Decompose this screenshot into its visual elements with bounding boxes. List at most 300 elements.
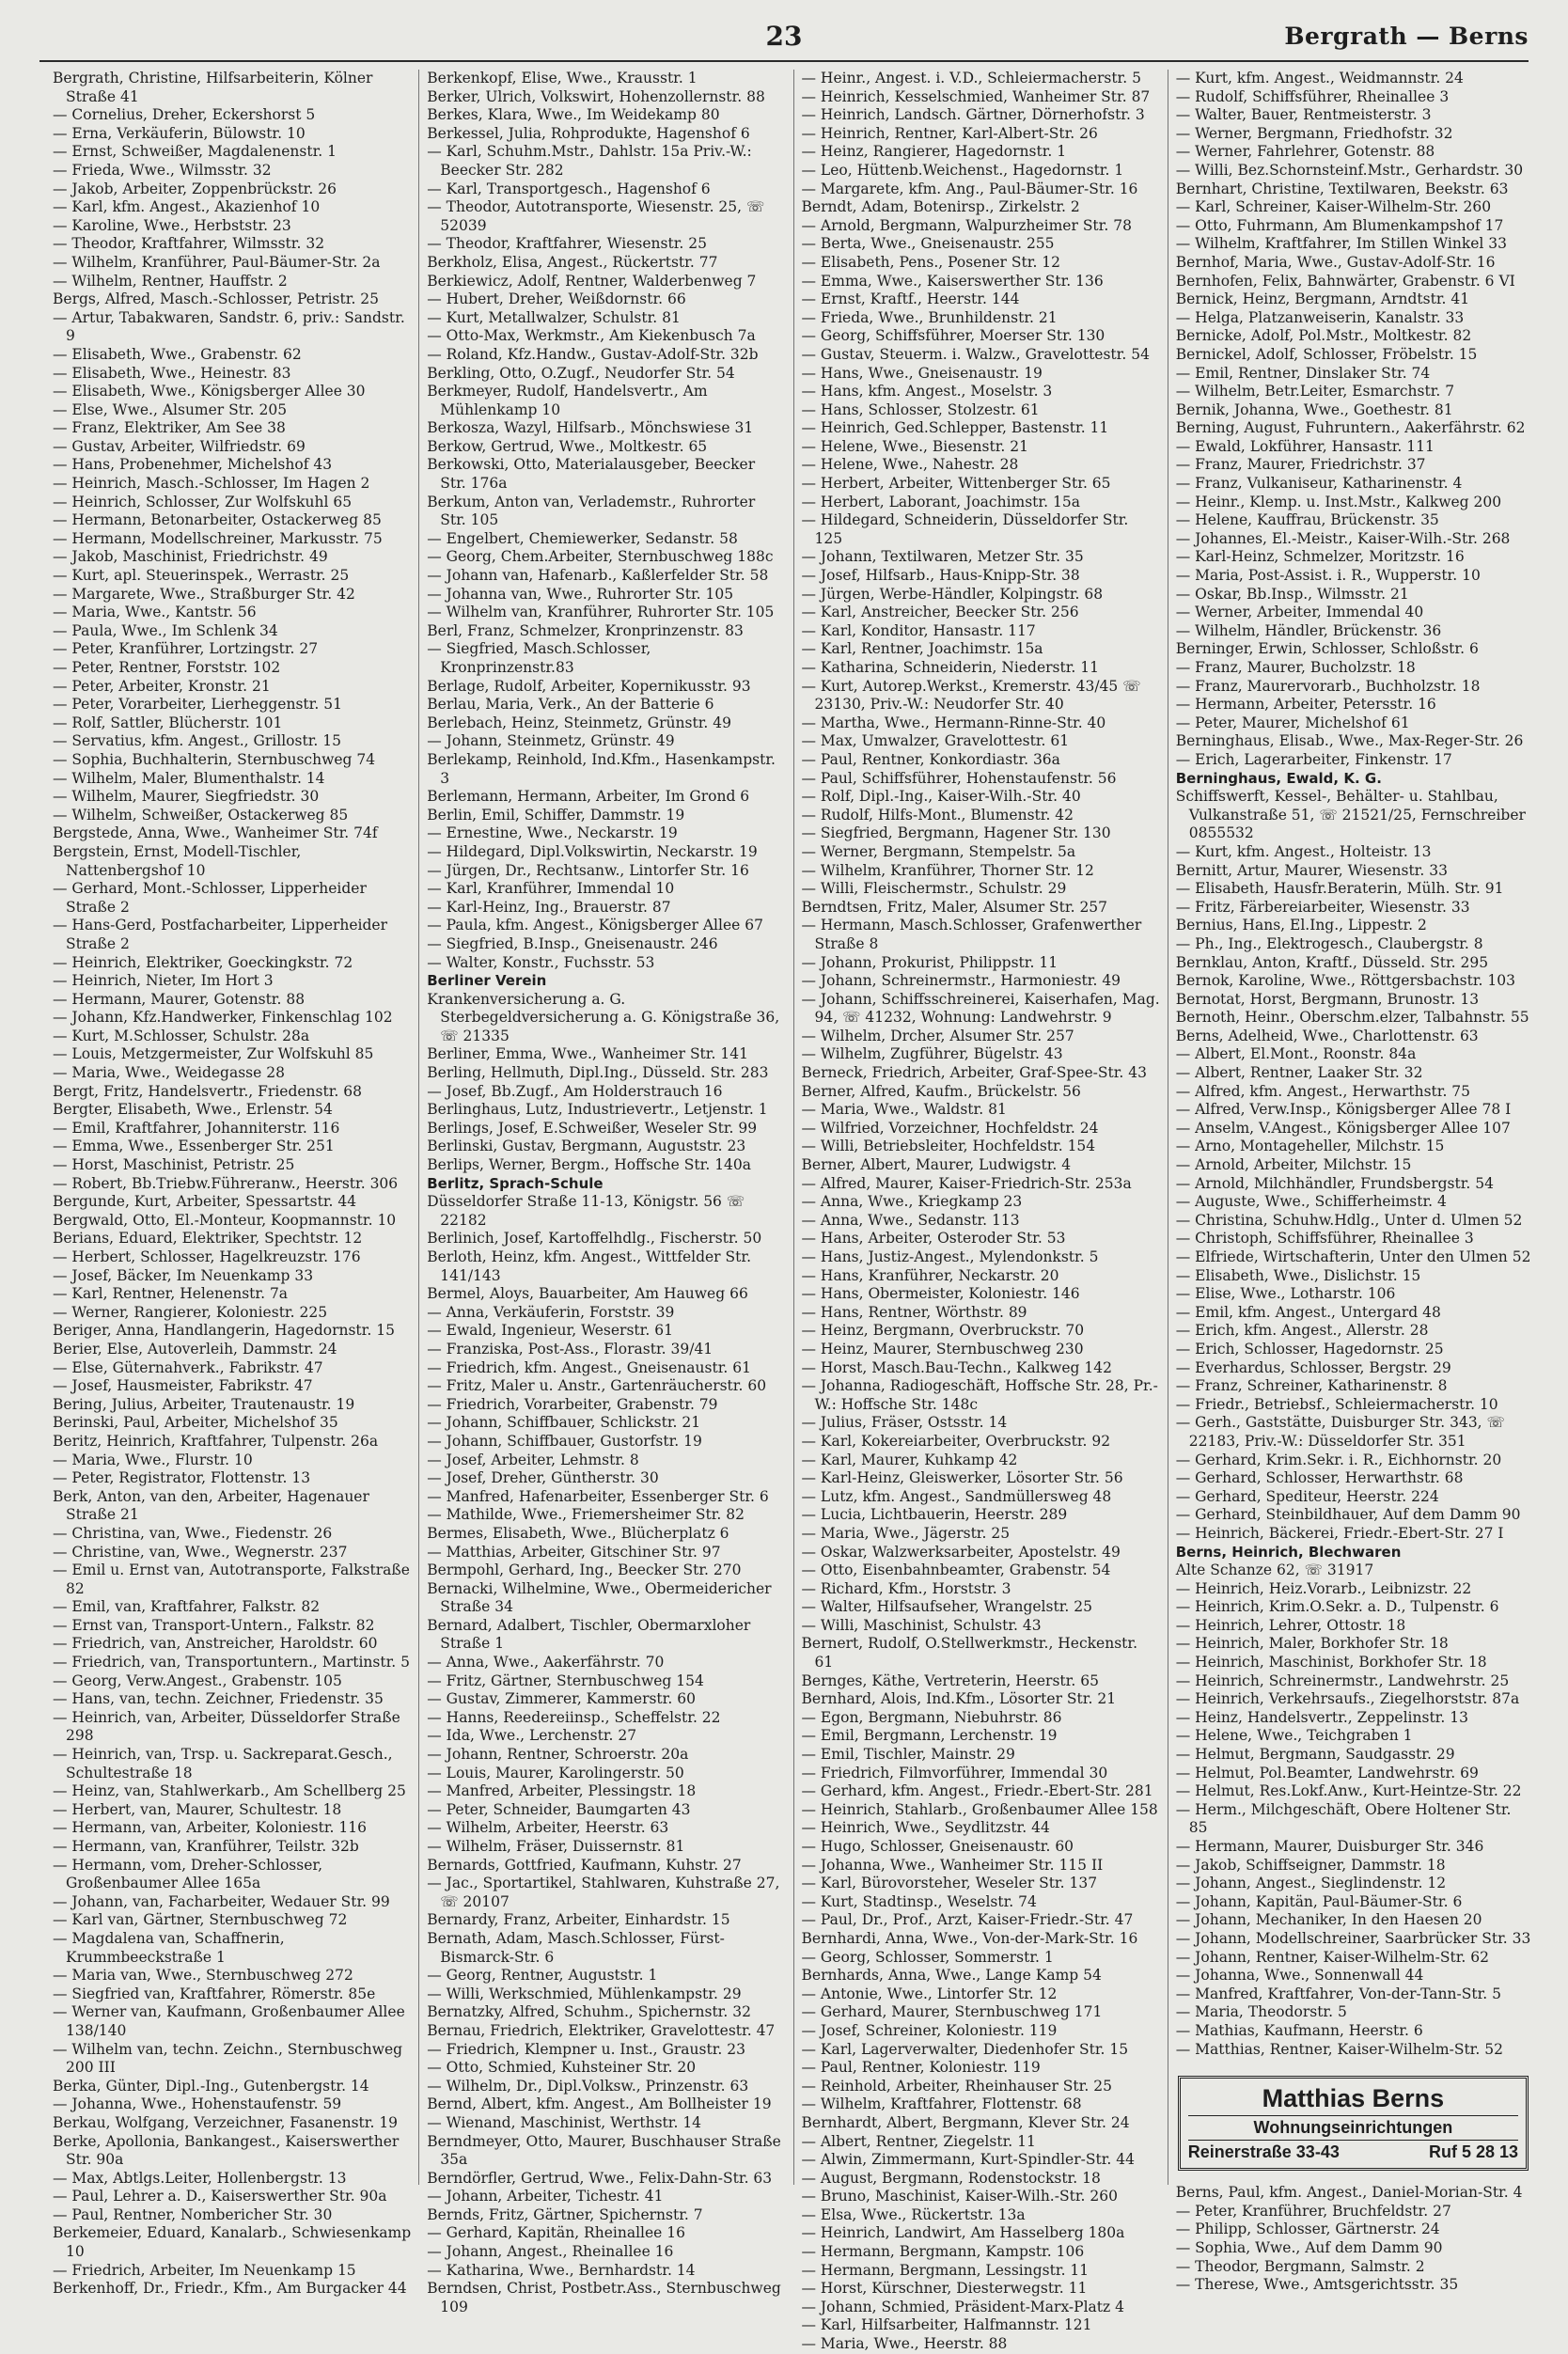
directory-entry: — Ewald, Lokführer, Hansastr. 111 (1175, 437, 1435, 455)
directory-entry: — Helmut, Pol.Beamter, Landwehrstr. 69 (1175, 1764, 1479, 1781)
directory-entry: — Max, Umwalzer, Gravelottestr. 61 (801, 732, 1070, 750)
directory-entry: — Horst, Maschinist, Petristr. 25 (53, 1156, 295, 1174)
directory-entry: Berkling, Otto, O.Zugf., Neudorfer Str. 54 (427, 364, 735, 382)
directory-entry: — Maria, Theodorstr. 5 (1175, 2003, 1347, 2021)
directory-entry: — Willi, Fleischermstr., Schulstr. 29 (801, 880, 1067, 898)
directory-entry: Berliner, Emma, Wwe., Wanheimer Str. 141 (427, 1045, 748, 1063)
directory-entry: Berkmeyer, Rudolf, Handelsvertr., Am Mühlenkamp 10 (427, 383, 708, 418)
directory-entry: — Johann, Schmied, Präsident-Marx-Platz 4 (801, 2298, 1124, 2315)
directory-entry: Beriger, Anna, Handlangerin, Hagedornstr. 15 (53, 1322, 395, 1340)
directory-entry: Bering, Julius, Arbeiter, Trautenaustr. 19 (53, 1395, 355, 1413)
column-3 (793, 70, 1160, 2353)
directory-entry: Bernhardt, Albert, Bergmann, Klever Str. 24 (801, 2113, 1130, 2131)
directory-entry: — Willi, Maschinist, Schulstr. 43 (801, 1616, 1042, 1634)
directory-entry: — Johann, Arbeiter, Tichestr. 41 (427, 2188, 664, 2205)
directory-entry: — Jakob, Maschinist, Friedrichstr. 49 (53, 548, 328, 566)
directory-entry: — Kurt, Metallwalzer, Schulstr. 81 (427, 308, 681, 326)
directory-entry: — Elisabeth, Pens., Posener Str. 12 (801, 253, 1061, 271)
directory-entry: — Emil, van, Kraftfahrer, Falkstr. 82 (53, 1598, 321, 1616)
directory-entry: — Herbert, van, Maurer, Schultestr. 18 (53, 1800, 342, 1818)
directory-entry: Bernok, Karoline, Wwe., Röttgersbachstr. 103 (1175, 972, 1515, 990)
directory-entry: — Helmut, Res.Lokf.Anw., Kurt-Heintze-Str. 22 (1175, 1782, 1522, 1800)
directory-entry: Bernacki, Wilhelmine, Wwe., Obermeidericher Straße 34 (427, 1579, 772, 1616)
directory-entry: — Helene, Wwe., Nahestr. 28 (801, 456, 1019, 474)
directory-entry: Berlinich, Josef, Kartoffelhdlg., Fischerstr. 50 (427, 1230, 762, 1248)
directory-entry: — Fritz, Maler u. Anstr., Gartenräucherstr. 60 (427, 1377, 767, 1395)
directory-entry: Berlebach, Heinz, Steinmetz, Grünstr. 49 (427, 714, 731, 731)
directory-entry: — Heinz, Rangierer, Hagedornstr. 1 (801, 143, 1067, 161)
directory-entry: Berninger, Erwin, Schlosser, Schloßstr. 6 (1175, 640, 1479, 658)
directory-entry: — Hermann, Arbeiter, Petersstr. 16 (1175, 696, 1436, 714)
directory-entry: — Karl-Heinz, Gleiswerker, Lösorter Str. 56 (801, 1469, 1123, 1487)
directory-entry: Bergwald, Otto, El.-Monteur, Koopmannstr. 10 (53, 1211, 397, 1229)
directory-entry: — Ernestine, Wwe., Neckarstr. 19 (427, 824, 678, 842)
directory-entry: — Robert, Bb.Triebw.Führeranw., Heerstr. 306 (53, 1174, 399, 1192)
directory-entry: — Heinrich, Maler, Borkhofer Str. 18 (1175, 1635, 1449, 1653)
directory-entry: — Emil, Tischler, Mainstr. 29 (801, 1746, 1015, 1764)
directory-entry: Berlings, Josef, E.Schweißer, Weseler Str. 99 (427, 1119, 758, 1137)
directory-entry: — Fritz, Gärtner, Sternbuschweg 154 (427, 1671, 704, 1689)
directory-entry: — Rudolf, Schiffsführer, Rheinallee 3 (1175, 87, 1450, 105)
directory-entry: — Louis, Metzgermeister, Zur Wolfskuhl 85 (53, 1045, 374, 1063)
directory-entry: — Hans, Arbeiter, Osteroder Str. 53 (801, 1230, 1066, 1248)
directory-entry: — Heinrich, Stahlarb., Großenbaumer Allee 158 (801, 1800, 1158, 1818)
directory-entry: — Friedrich, van, Transportuntern., Martinstr. 5 (53, 1654, 411, 1671)
directory-entry: Bernau, Friedrich, Elektriker, Gravelottestr. 47 (427, 2021, 776, 2039)
directory-entry: — Josef, Arbeiter, Lehmstr. 8 (427, 1451, 639, 1468)
directory-entry: — Peter, Kranführer, Lortzingstr. 27 (53, 640, 319, 658)
directory-entry: — Paul, Schiffsführer, Hohenstaufenstr. 56 (801, 769, 1117, 787)
directory-entry: — Lucia, Lichtbauerin, Heerstr. 289 (801, 1506, 1068, 1524)
directory-entry: — Manfred, Hafenarbeiter, Essenberger Str. 6 (427, 1487, 769, 1505)
directory-entry: — Mathilde, Wwe., Friemersheimer Str. 82 (427, 1506, 745, 1524)
directory-entry: — Maria, Wwe., Flurstr. 10 (53, 1451, 253, 1468)
ad-phone: Ruf 5 28 13 (1428, 2142, 1518, 2162)
directory-entry: — Erich, Lagerarbeiter, Finkenstr. 17 (1175, 750, 1452, 768)
directory-entry: — Wilhelm, Schweißer, Ostackerweg 85 (53, 806, 349, 824)
directory-entry: — Karl, Schuhm.Mstr., Dahlstr. 15a Priv.-W.: Beecker Str. 282 (427, 143, 752, 179)
directory-entry: — Anna, Verkäuferin, Forststr. 39 (427, 1303, 675, 1321)
directory-entry: — Artur, Tabakwaren, Sandstr. 6, priv.: Sandstr. 9 (53, 308, 405, 345)
directory-entry: Berning, August, Fuhruntern., Aakerfährstr. 62 (1175, 419, 1526, 437)
directory-entry: Berndörfler, Gertrud, Wwe., Felix-Dahn-Str. 63 (427, 2169, 773, 2187)
directory-entry: Berlinski, Gustav, Bergmann, Auguststr. 23 (427, 1138, 746, 1155)
directory-entry: Bernhards, Anna, Wwe., Lange Kamp 54 (801, 1967, 1102, 1985)
directory-entry: — Matthias, Rentner, Kaiser-Wilhelm-Str. 52 (1175, 2040, 1503, 2058)
directory-entry: — Egon, Bergmann, Niebuhrstr. 86 (801, 1708, 1062, 1726)
directory-entry: — Ernst, Schweißer, Magdalenenstr. 1 (53, 143, 337, 161)
directory-entry: Berl, Franz, Schmelzer, Kronprinzenstr. 83 (427, 621, 744, 639)
directory-entry: — Herbert, Laborant, Joachimstr. 15a (801, 493, 1080, 510)
directory-entry: Bernert, Rudolf, O.Stellwerkmstr., Heckenstr. 61 (801, 1635, 1138, 1671)
directory-entry: — Werner, Bergmann, Stempelstr. 5a (801, 842, 1076, 860)
directory-entry: — Arnold, Milchhändler, Frundsbergstr. 54 (1175, 1174, 1494, 1192)
directory-entry: — Elisabeth, Wwe., Grabenstr. 62 (53, 345, 302, 363)
directory-entry: — Friedrich, Filmvorführer, Immendal 30 (801, 1764, 1108, 1781)
directory-entry: Bergs, Alfred, Masch.-Schlosser, Petristr. 25 (53, 290, 380, 308)
directory-entry: — Hans, Schlosser, Stolzestr. 61 (801, 400, 1040, 418)
business-listing-heading: Berns, Heinrich, Blechwaren (1175, 1543, 1402, 1561)
column-1 (45, 70, 412, 2298)
directory-entry: Bergunde, Kurt, Arbeiter, Spessartstr. 44 (53, 1193, 357, 1211)
directory-entry: — Hermann, Masch.Schlosser, Grafenwerther Straße 8 (801, 917, 1142, 952)
directory-entry: — Hanns, Reedereiinsp., Scheffelstr. 22 (427, 1708, 721, 1726)
directory-entry: — Hermann, van, Kranführer, Teilstr. 32b (53, 1838, 359, 1855)
directory-entry: — Gerhard, Krim.Sekr. i. R., Eichhornstr. 20 (1175, 1451, 1502, 1468)
directory-entry: — Josef, Bäcker, Im Neuenkamp 33 (53, 1266, 314, 1284)
directory-entry: — Erna, Verkäuferin, Bülowstr. 10 (53, 124, 306, 142)
directory-entry: — Johann, Kapitän, Paul-Bäumer-Str. 6 (1175, 1892, 1463, 1910)
directory-entry: — Emma, Wwe., Essenberger Str. 251 (53, 1138, 335, 1155)
directory-entry: Berkemeier, Eduard, Kanalarb., Schwiesenkamp 10 (53, 2224, 412, 2261)
directory-entry: — Fritz, Färbereiarbeiter, Wiesenstr. 33 (1175, 898, 1470, 916)
directory-entry: — Johanna, Wwe., Sonnenwall 44 (1175, 1967, 1424, 1985)
directory-entry: — Elise, Wwe., Lotharstr. 106 (1175, 1285, 1396, 1303)
directory-entry: — Peter, Registrator, Flottenstr. 13 (53, 1469, 311, 1487)
directory-entry: — Wilhelm, Betr.Leiter, Esmarchstr. 7 (1175, 383, 1455, 400)
directory-entry: — Georg, Chem.Arbeiter, Sternbuschweg 188c (427, 548, 774, 566)
directory-entry: — Wilhelm, Kranführer, Thorner Str. 12 (801, 861, 1094, 879)
directory-entry: — Gerhard, Kapitän, Rheinallee 16 (427, 2224, 685, 2242)
directory-entry: — Willi, Bez.Schornsteinf.Mstr., Gerhardstr. 30 (1175, 161, 1524, 179)
directory-entry: — Jürgen, Dr., Rechtsanw., Lintorfer Str. 16 (427, 861, 749, 879)
directory-entry: — Hermann, vom, Dreher-Schlosser, Großenbaumer Allee 165a (53, 1856, 323, 1892)
directory-entry: — Paula, Wwe., Im Schlenk 34 (53, 621, 278, 639)
directory-entry: Bernards, Gottfried, Kaufmann, Kuhstr. 27 (427, 1856, 742, 1874)
directory-entry: — Johann, Rentner, Kaiser-Wilhelm-Str. 62 (1175, 1948, 1489, 1966)
directory-entry: — August, Bergmann, Rodenstockstr. 18 (801, 2169, 1101, 2187)
directory-entry: — Horst, Kürschner, Diesterwegstr. 11 (801, 2280, 1088, 2298)
directory-entry: Berka, Günter, Dipl.-Ing., Gutenbergstr. 14 (53, 2077, 369, 2095)
directory-entry: — Christina, van, Wwe., Fiedenstr. 26 (53, 1524, 333, 1542)
directory-entry: — Johann, van, Facharbeiter, Wedauer Str. 99 (53, 1892, 390, 1910)
directory-entry: — Walter, Bauer, Rentmeisterstr. 3 (1175, 106, 1432, 124)
directory-entry: — Karl, Kokereiarbeiter, Overbruckstr. 92 (801, 1432, 1111, 1450)
directory-entry: Berker, Ulrich, Volkswirt, Hohenzollernstr. 88 (427, 87, 765, 105)
directory-entry: — Christine, van, Wwe., Wegnerstr. 237 (53, 1543, 348, 1561)
directory-entry: — Willi, Werkschmied, Mühlenkampstr. 29 (427, 1985, 742, 2002)
directory-entry: — Reinhold, Arbeiter, Rheinhauser Str. 25 (801, 2077, 1112, 2095)
directory-entry: — Gustav, Arbeiter, Wilfriedstr. 69 (53, 437, 306, 455)
directory-entry: — Arno, Montageheller, Milchstr. 15 (1175, 1138, 1445, 1155)
directory-entry: — Kurt, apl. Steuerinspek., Werrastr. 25 (53, 567, 350, 585)
ad-tagline: Wohnungseinrichtungen (1188, 2115, 1518, 2141)
directory-entry: — Emil, Kraftfahrer, Johanniterstr. 116 (53, 1119, 340, 1137)
directory-entry: — Else, Wwe., Alsumer Str. 205 (53, 400, 288, 418)
directory-entry: — Otto, Fuhrmann, Am Blumenkampshof 17 (1175, 216, 1504, 234)
directory-entry: — Johanna, Wwe., Hohenstaufenstr. 59 (53, 2095, 342, 2113)
directory-entry: — Philipp, Schlosser, Gärtnerstr. 24 (1175, 2221, 1440, 2238)
directory-entry: — Hubert, Dreher, Weißdornstr. 66 (427, 290, 686, 308)
directory-entry: — Heinrich, Schreinermstr., Landwehrstr. 25 (1175, 1671, 1510, 1689)
directory-entry: — Otto-Max, Werkmstr., Am Kiekenbusch 7a (427, 327, 756, 345)
directory-entry: — Oskar, Walzwerksarbeiter, Apostelstr. 49 (801, 1543, 1121, 1561)
directory-entry: — Siegfried, Masch.Schlosser, Kronprinzenstr.83 (427, 640, 651, 676)
directory-entry: — Peter, Schneider, Baumgarten 43 (427, 1800, 691, 1818)
directory-entry: — Johanna, Radiogeschäft, Hoffsche Str. 28, Pr.-W.: Hoffsche Str. 148c (801, 1377, 1158, 1413)
directory-entry: — Rolf, Dipl.-Ing., Kaiser-Wilh.-Str. 40 (801, 788, 1081, 806)
directory-entry: — Karl, Schreiner, Kaiser-Wilhelm-Str. 260 (1175, 198, 1492, 216)
directory-entry: — Johann, Textilwaren, Metzer Str. 35 (801, 548, 1084, 566)
directory-entry: — Rudolf, Hilfs-Mont., Blumenstr. 42 (801, 806, 1074, 824)
directory-entry: Berns, Paul, kfm. Angest., Daniel-Morian-Str. 4 (1175, 2184, 1523, 2202)
directory-entry: — Herm., Milchgeschäft, Obere Holtener Str. 85 (1175, 1800, 1512, 1837)
directory-entry: Berians, Eduard, Elektriker, Spechtstr. 12 (53, 1230, 363, 1248)
directory-entry: Berkow, Gertrud, Wwe., Moltkestr. 65 (427, 437, 708, 455)
directory-entry: — Wilhelm, Zugführer, Bügelstr. 43 (801, 1045, 1063, 1063)
directory-entry: — Emil, Rentner, Dinslaker Str. 74 (1175, 364, 1431, 382)
directory-entry: — Maria van, Wwe., Sternbuschweg 272 (53, 1967, 353, 1985)
directory-entry: — Werner, Rangierer, Koloniestr. 225 (53, 1303, 328, 1321)
directory-entry: — Martha, Wwe., Hermann-Rinne-Str. 40 (801, 714, 1106, 731)
directory-entry: — Georg, Schlosser, Sommerstr. 1 (801, 1948, 1054, 1966)
directory-entry: — Johann, Schiffsschreinerei, Kaiserhafen, Mag. 94, ☏ 41232, Wohnung: Landwehrstr. 9 (801, 990, 1160, 1027)
directory-entry: Bernges, Käthe, Vertreterin, Heerstr. 65 (801, 1671, 1099, 1689)
directory-entry: Berkes, Klara, Wwe., Im Weidekamp 80 (427, 106, 720, 124)
directory-entry: — Peter, Rentner, Forststr. 102 (53, 659, 281, 676)
directory-entry: — Lutz, kfm. Angest., Sandmüllersweg 48 (801, 1487, 1112, 1505)
directory-entry: — Kurt, kfm. Angest., Weidmannstr. 24 (1175, 70, 1464, 86)
directory-entry: — Gerhard, Spediteur, Heerstr. 224 (1175, 1487, 1439, 1505)
directory-entry: — Leo, Hüttenb.Weichenst., Hagedornstr. 1 (801, 161, 1124, 179)
directory-entry: Berier, Else, Autoverleih, Dammstr. 24 (53, 1340, 337, 1357)
directory-entry: Bermes, Elisabeth, Wwe., Blücherplatz 6 (427, 1524, 729, 1542)
directory-entry: — Werner, Bergmann, Friedhofstr. 32 (1175, 124, 1453, 142)
directory-entry: — Karl, Bürovorsteher, Weseler Str. 137 (801, 1875, 1098, 1892)
directory-entry: — Anna, Wwe., Kriegkamp 23 (801, 1193, 1023, 1211)
directory-entry: — Elisabeth, Wwe., Königsberger Allee 30 (53, 383, 366, 400)
directory-entry: Bernhofen, Felix, Bahnwärter, Grabenstr. 6 VI (1175, 272, 1515, 290)
directory-entry: — Hugo, Schlosser, Gneisenaustr. 60 (801, 1838, 1074, 1855)
directory-entry: — Ewald, Ingenieur, Weserstr. 61 (427, 1322, 673, 1340)
directory-entry: — Josef, Dreher, Güntherstr. 30 (427, 1469, 659, 1487)
directory-entry: — Siegfried, B.Insp., Gneisenaustr. 246 (427, 934, 718, 952)
directory-entry: Berner, Albert, Maurer, Ludwigstr. 4 (801, 1156, 1072, 1174)
directory-entry: — Friedrich, kfm. Angest., Gneisenaustr. 61 (427, 1358, 751, 1376)
directory-entry: Bernhof, Maria, Wwe., Gustav-Adolf-Str. 16 (1175, 253, 1496, 271)
directory-entry: — Jakob, Schiffseigner, Dammstr. 18 (1175, 1856, 1446, 1874)
directory-entry: — Wilhelm, Rentner, Hauffstr. 2 (53, 272, 288, 290)
directory-entry: — Werner, Arbeiter, Immendal 40 (1175, 604, 1424, 621)
directory-entry: Berling, Hellmuth, Dipl.Ing., Düsseld. Str. 283 (427, 1064, 769, 1082)
directory-entry: — Franz, Elektriker, Am See 38 (53, 419, 286, 437)
directory-entry: — Gerhard, Mont.-Schlosser, Lipperheider Straße 2 (53, 880, 367, 916)
directory-entry: — Kurt, kfm. Angest., Holteistr. 13 (1175, 842, 1432, 860)
directory-entry: — Paula, kfm. Angest., Königsberger Allee 67 (427, 917, 763, 934)
directory-entry: — Gerhard, Steinbildhauer, Auf dem Damm 90 (1175, 1506, 1521, 1524)
directory-entry: — Karl-Heinz, Schmelzer, Moritzstr. 16 (1175, 548, 1465, 566)
directory-entry: — Elisabeth, Hausfr.Beraterin, Mülh. Str. 91 (1175, 880, 1504, 898)
directory-entry: — Heinz, Bergmann, Overbruckstr. 70 (801, 1322, 1085, 1340)
directory-entry: — Alfred, kfm. Angest., Herwarthstr. 75 (1175, 1082, 1471, 1100)
directory-entry: — Theodor, Autotransporte, Wiesenstr. 25, ☏ 52039 (427, 198, 765, 234)
directory-entry: — Elisabeth, Wwe., Heinestr. 83 (53, 364, 291, 382)
directory-entry: Berlin, Emil, Schiffer, Dammstr. 19 (427, 806, 685, 824)
directory-entry: — Johann, Prokurist, Philippstr. 11 (801, 953, 1058, 971)
directory-entry: Bernhart, Christine, Textilwaren, Beekstr. 63 (1175, 180, 1509, 197)
directory-entry: — Hans, Justiz-Angest., Mylendonkstr. 5 (801, 1248, 1099, 1265)
directory-entry: — Helene, Wwe., Biesenstr. 21 (801, 437, 1029, 455)
directory-entry: — Servatius, kfm. Angest., Grillostr. 15 (53, 732, 341, 750)
directory-entry: — Johann, Angest., Sieglindenstr. 12 (1175, 1875, 1447, 1892)
directory-entry: — Julius, Fräser, Ostsstr. 14 (801, 1414, 1008, 1432)
directory-entry: — Georg, Rentner, Auguststr. 1 (427, 1967, 658, 1985)
directory-entry: — Karl, Hilfsarbeiter, Halfmannstr. 121 (801, 2316, 1092, 2334)
directory-entry: — Friedrich, Klempner u. Inst., Graustr. 23 (427, 2040, 745, 2058)
directory-entry: — Peter, Vorarbeiter, Lierheggenstr. 51 (53, 696, 342, 714)
directory-entry: — Siegfried, Bergmann, Hagener Str. 130 (801, 824, 1111, 842)
directory-entry: — Manfred, Kraftfahrer, Von-der-Tann-Str. 5 (1175, 1985, 1502, 2002)
directory-entry: — Bruno, Maschinist, Kaiser-Wilh.-Str. 260 (801, 2188, 1118, 2205)
directory-entry: — Paul, Rentner, Nombericher Str. 30 (53, 2205, 333, 2223)
directory-entry: Berkowski, Otto, Materialausgeber, Beecker Str. 176a (427, 456, 756, 493)
directory-entry: — Johann, Angest., Rheinallee 16 (427, 2243, 674, 2261)
directory-entry: — Hans, Kranführer, Neckarstr. 20 (801, 1266, 1059, 1284)
directory-entry: Berlau, Maria, Verk., An der Batterie 6 (427, 696, 714, 714)
directory-entry: — Wilhelm, Fräser, Duissernstr. 81 (427, 1838, 685, 1855)
directory-entry: Berner, Alfred, Kaufm., Brückelstr. 56 (801, 1082, 1081, 1100)
directory-entry: — Heinrich, Masch.-Schlosser, Im Hagen 2 (53, 475, 370, 493)
directory-entry: Berndsen, Christ, Postbetr.Ass., Sternbuschweg 109 (427, 2280, 781, 2315)
directory-entry: Düsseldorfer Straße 11-13, Königstr. 56 ☏ 22182 (427, 1193, 745, 1229)
directory-entry: — Heinrich, Bäckerei, Friedr.-Ebert-Str. 27 I (1175, 1524, 1504, 1542)
directory-entry: — Helene, Kauffrau, Brückenstr. 35 (1175, 511, 1439, 529)
directory-entry: — Werner van, Kaufmann, Großenbaumer Allee 138/140 (53, 2003, 405, 2039)
directory-entry: — Maria, Wwe., Jägerstr. 25 (801, 1524, 1011, 1542)
directory-entry: — Johann, Mechaniker, In den Haesen 20 (1175, 1911, 1482, 1929)
directory-entry: — Karl, Transportgesch., Hagenshof 6 (427, 180, 711, 197)
directory-entry: Berndmeyer, Otto, Maurer, Buschhauser Straße 35a (427, 2132, 781, 2169)
directory-entry: Berninghaus, Elisab., Wwe., Max-Reger-Str. 26 (1175, 732, 1524, 750)
directory-entry: Bernath, Adam, Masch.Schlosser, Fürst-Bismarck-Str. 6 (427, 1929, 725, 1966)
directory-entry: — Sophia, Buchhalterin, Sternbuschweg 74 (53, 750, 376, 768)
directory-entry: — Georg, Verw.Angest., Grabenstr. 105 (53, 1671, 342, 1689)
directory-entry: — Emil, kfm. Angest., Untergard 48 (1175, 1303, 1441, 1321)
directory-entry: — Franz, Schreiner, Katharinenstr. 8 (1175, 1377, 1448, 1395)
column-2 (418, 70, 785, 2315)
directory-entry: — Otto, Schmied, Kuhsteiner Str. 20 (427, 2059, 697, 2077)
directory-entry: — Karl, kfm. Angest., Akazienhof 10 (53, 198, 321, 216)
directory-entry: — Karoline, Wwe., Herbststr. 23 (53, 216, 291, 234)
directory-entry: — Theodor, Bergmann, Salmstr. 2 (1175, 2257, 1425, 2275)
directory-entry: — Maria, Wwe., Heerstr. 88 (801, 2335, 1008, 2353)
directory-entry: — Hans, Wwe., Gneisenaustr. 19 (801, 364, 1043, 382)
directory-entry: Berke, Apollonia, Bankangest., Kaiserswerther Str. 90a (53, 2132, 400, 2169)
directory-entry: — Richard, Kfm., Horststr. 3 (801, 1579, 1011, 1597)
directory-entry: — Mathias, Kaufmann, Heerstr. 6 (1175, 2021, 1423, 2039)
directory-entry: — Heinrich, van, Arbeiter, Düsseldorfer Straße 298 (53, 1708, 400, 1745)
directory-entry: Bergt, Fritz, Handelsvertr., Friedenstr. 68 (53, 1082, 362, 1100)
directory-entry: — Wilfried, Vorzeichner, Hochfeldstr. 24 (801, 1119, 1099, 1137)
directory-entry: — Heinrich, Landwirt, Am Hasselberg 180a (801, 2224, 1125, 2242)
directory-entry: — Heinrich, Lehrer, Ottostr. 18 (1175, 1616, 1406, 1634)
directory-entry: Berkum, Anton van, Verlademstr., Ruhrorter Str. 105 (427, 493, 756, 529)
directory-entry: — Wilhelm van, techn. Zeichn., Sternbuschweg 200 III (53, 2040, 403, 2077)
directory-entry: — Karl, Rentner, Joachimstr. 15a (801, 640, 1043, 658)
directory-entry: Berkenkopf, Elise, Wwe., Krausstr. 1 (427, 70, 698, 86)
directory-entry: — Otto, Eisenbahnbeamter, Grabenstr. 54 (801, 1561, 1111, 1579)
directory-entry: — Heinrich, van, Trsp. u. Sackreparat.Gesch., Schultestraße 18 (53, 1746, 393, 1781)
directory-entry: — Karl, Rentner, Helenenstr. 7a (53, 1285, 289, 1303)
directory-entry: — Heinz, Handelsvertr., Zeppelinstr. 13 (1175, 1708, 1468, 1726)
directory-entry: Berinski, Paul, Arbeiter, Michelshof 35 (53, 1414, 338, 1432)
directory-entry: Berkholz, Elisa, Angest., Rückertstr. 77 (427, 253, 718, 271)
directory-entry: — Wilhelm, Kraftfahrer, Im Stillen Winkel 33 (1175, 235, 1508, 253)
directory-entry: — Peter, Kranführer, Bruchfeldstr. 27 (1175, 2202, 1451, 2220)
directory-entry: — Gustav, Zimmerer, Kammerstr. 60 (427, 1690, 696, 1708)
directory-entry: — Albert, Rentner, Laaker Str. 32 (1175, 1064, 1423, 1082)
directory-entry: — Heinrich, Elektriker, Goeckingkstr. 72 (53, 953, 353, 971)
directory-entry: — Jakob, Arbeiter, Zoppenbrückstr. 26 (53, 180, 337, 197)
directory-entry: — Walter, Konstr., Fuchsstr. 53 (427, 953, 655, 971)
directory-entry: Bermel, Aloys, Bauarbeiter, Am Hauweg 66 (427, 1285, 748, 1303)
directory-entry: Berlage, Rudolf, Arbeiter, Kopernikusstr. 93 (427, 677, 751, 695)
directory-entry: — Josef, Hausmeister, Fabrikstr. 47 (53, 1377, 313, 1395)
directory-entry: — Erich, Schlosser, Hagedornstr. 25 (1175, 1340, 1444, 1357)
directory-entry: — Wilhelm, Maurer, Siegfriedstr. 30 (53, 788, 320, 806)
directory-entry: Bernoth, Heinr., Oberschm.elzer, Talbahnstr. 55 (1175, 1009, 1529, 1027)
directory-entry: — Manfred, Arbeiter, Plessingstr. 18 (427, 1782, 697, 1800)
directory-entry: — Alfred, Verw.Insp., Königsberger Allee 78 I (1175, 1101, 1512, 1119)
ad-company-name: Matthias Berns (1262, 2084, 1445, 2113)
directory-entry: Bernardy, Franz, Arbeiter, Einhardstr. 15 (427, 1911, 730, 1929)
directory-entry: Berlips, Werner, Bergm., Hoffsche Str. 140a (427, 1156, 752, 1174)
directory-entry: — Heinrich, Nieter, Im Hort 3 (53, 972, 274, 990)
directory-entry: — Oskar, Bb.Insp., Wilmsstr. 21 (1175, 585, 1409, 603)
directory-entry: — Elisabeth, Wwe., Dislichstr. 15 (1175, 1266, 1421, 1284)
directory-entry: — Karl, Konditor, Hansastr. 117 (801, 621, 1036, 639)
directory-entry: — Hermann, Modellschreiner, Markusstr. 75 (53, 529, 383, 547)
directory-entry: — Roland, Kfz.Handw., Gustav-Adolf-Str. 32b (427, 345, 759, 363)
directory-entry: Bernitt, Artur, Maurer, Wiesenstr. 33 (1175, 861, 1448, 879)
directory-entry: — Franz, Vulkaniseur, Katharinenstr. 4 (1175, 475, 1463, 493)
directory-entry: — Hermann, Maurer, Duisburger Str. 346 (1175, 1838, 1484, 1855)
directory-entry: — Theodor, Kraftfahrer, Wiesenstr. 25 (427, 235, 707, 253)
directory-entry: Schiffswerft, Kessel-, Behälter- u. Stahlbau, Vulkanstraße 51, ☏ 21521/25, Fernschreiber 0855532 (1175, 788, 1526, 842)
directory-entry: — Helmut, Bergmann, Saudgasstr. 29 (1175, 1746, 1455, 1764)
directory-entry: — Therese, Wwe., Amtsgerichtsstr. 35 (1175, 2276, 1459, 2294)
directory-entry: — Rolf, Sattler, Blücherstr. 101 (53, 714, 283, 731)
directory-entry: — Hermann, Bergmann, Kampstr. 106 (801, 2243, 1085, 2261)
directory-entry: — Wilhelm, Maler, Blumenthalstr. 14 (53, 769, 325, 787)
directory-entry: Bernius, Hans, El.Ing., Lippestr. 2 (1175, 917, 1427, 934)
directory-entry: — Wilhelm, Kraftfahrer, Flottenstr. 68 (801, 2095, 1082, 2113)
directory-entry: — Franz, Maurervorarb., Buchholzstr. 18 (1175, 677, 1481, 695)
directory-entry: Bernicke, Adolf, Pol.Mstr., Moltkestr. 82 (1175, 327, 1472, 345)
directory-entry: Berkosza, Wazyl, Hilfsarb., Mönchswiese 31 (427, 419, 754, 437)
directory-entry: — Heinrich, Landsch. Gärtner, Dörnerhofstr. 3 (801, 106, 1145, 124)
directory-entry: — Ernst van, Transport-Untern., Falkstr. 82 (53, 1616, 375, 1634)
directory-entry: — Peter, Arbeiter, Kronstr. 21 (53, 677, 271, 695)
directory-entry: — Karl, Kranführer, Immendal 10 (427, 880, 675, 898)
directory-entry: — Auguste, Wwe., Schifferheimstr. 4 (1175, 1193, 1447, 1211)
directory-entry: — Herbert, Arbeiter, Wittenberger Str. 65 (801, 475, 1111, 493)
directory-entry: — Karl-Heinz, Ing., Brauerstr. 87 (427, 898, 671, 916)
directory-entry: — Hildegard, Schneiderin, Düsseldorfer Str. 125 (801, 511, 1129, 547)
directory-entry: — Hermann, van, Arbeiter, Koloniestr. 116 (53, 1819, 367, 1837)
directory-entry: — Herbert, Schlosser, Hagelkreuzstr. 176 (53, 1248, 361, 1265)
running-head: Bergrath — Berns (1284, 23, 1529, 50)
directory-entry: — Johann, Modellschreiner, Saarbrücker Str. 33 (1175, 1929, 1531, 1947)
directory-entry: — Heinrich, Verkehrsaufs., Ziegelhorststr. 87a (1175, 1690, 1520, 1708)
directory-entry: — Paul, Lehrer a. D., Kaiserswerther Str. 90a (53, 2188, 387, 2205)
directory-entry: — Heinrich, Rentner, Karl-Albert-Str. 26 (801, 124, 1098, 142)
directory-entry: — Theodor, Kraftfahrer, Wilmsstr. 32 (53, 235, 325, 253)
directory-entry: — Everhardus, Schlosser, Bergstr. 29 (1175, 1358, 1451, 1376)
directory-entry: — Friedr., Betriebsf., Schleiermacherstr. 10 (1175, 1395, 1498, 1413)
directory-entry: Berkessel, Julia, Rohprodukte, Hagenshof 6 (427, 124, 750, 142)
directory-entry: — Cornelius, Dreher, Eckershorst 5 (53, 106, 316, 124)
